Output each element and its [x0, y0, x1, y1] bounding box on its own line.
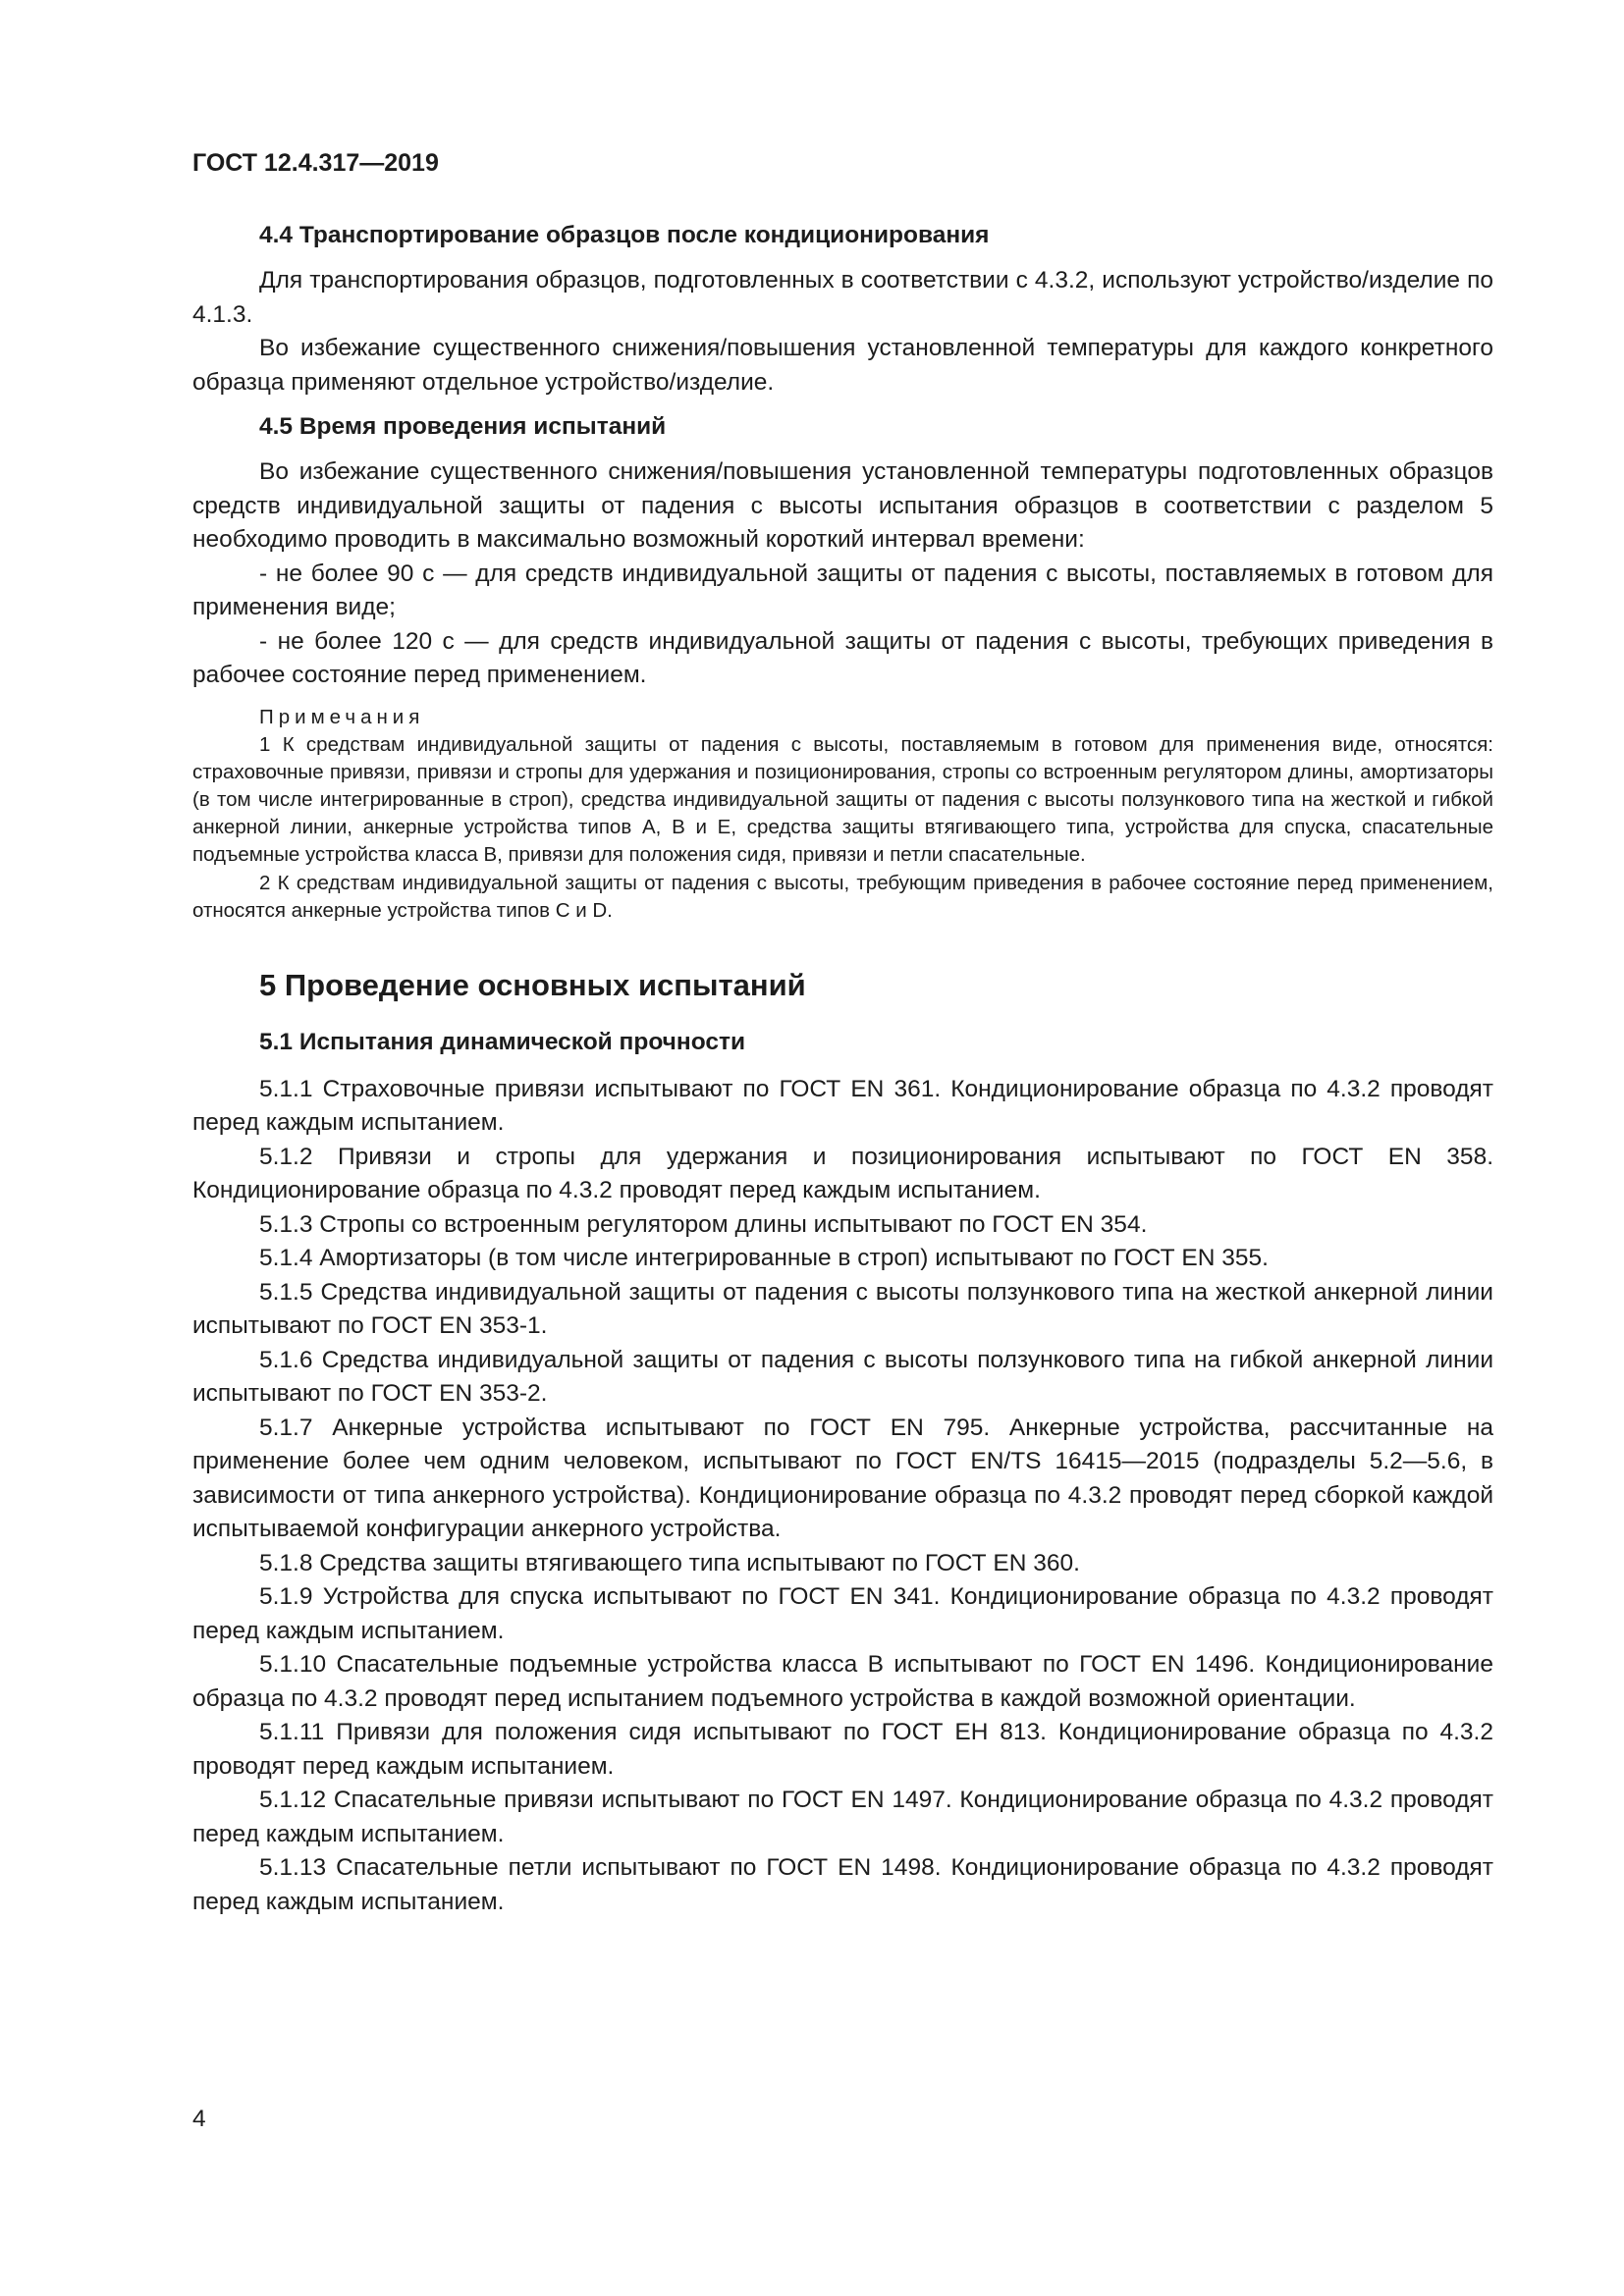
paragraph: - не более 90 с — для средств индивидуальной защиты от падения с высоты, поставляемых в готовом для применения виде;	[192, 560, 1493, 620]
paragraph: 5.1.8 Средства защиты втягивающего типа испытывают по ГОСТ EN 360.	[259, 1549, 1080, 1576]
paragraph: 5.1.6 Средства индивидуальной защиты от падения с высоты ползункового типа на гибкой анкерной линии испытывают по ГОСТ EN 353-2.	[192, 1346, 1493, 1408]
section-5-1-heading: 5.1 Испытания динамической прочности	[259, 1028, 746, 1055]
section-4-5-heading: 4.5 Время проведения испытаний	[259, 413, 667, 440]
paragraph: Во избежание существенного снижения/повышения установленной температуры для каждого конкретного образца применяют отдельное устройство/изделие.	[192, 335, 1493, 396]
paragraph: 5.1.7 Анкерные устройства испытывают по ГОСТ EN 795. Анкерные устройства, рассчитанные на применение более чем одним человеком, испытывают по ГОСТ EN/TS 16415—2015 (подразделы 5.2—5.6, в зависимости от типа анкерного устройства). Кондиционирование образца по 4.3.2 проводят перед сборкой каждой испытываемой конфигурации анкерного устройства.	[192, 1414, 1493, 1543]
section-5-heading: 5 Проведение основных испытаний	[259, 967, 806, 1002]
paragraph: 5.1.12 Спасательные привязи испытывают по ГОСТ EN 1497. Кондиционирование образца по 4.3.2 проводят перед каждым испытанием.	[192, 1787, 1493, 1847]
note: 2 К средствам индивидуальной защиты от падения с высоты, требующим приведения в рабочее состояние перед применением, относятся анкерные устройства типов С и D.	[192, 871, 1493, 922]
paragraph: Во избежание существенного снижения/повышения установленной температуры подготовленных образцов средств индивидуальной защиты от падения с высоты испытания образцов в соответствии с разделом 5 необходимо проводить в максимально возможный короткий интервал времени:	[192, 458, 1493, 553]
paragraph: 5.1.1 Страховочные привязи испытывают по ГОСТ EN 361. Кондиционирование образца по 4.3.2 проводят перед каждым испытанием.	[192, 1075, 1493, 1137]
paragraph: - не более 120 с — для средств индивидуальной защиты от падения с высоты, требующих приведения в рабочее состояние перед применением.	[192, 627, 1493, 688]
paragraph: Для транспортирования образцов, подготовленных в соответствии с 4.3.2, используют устройство/изделие по 4.1.3.	[192, 267, 1493, 328]
note: 1 К средствам индивидуальной защиты от падения с высоты, поставляемым в готовом для применения виде, относятся: страховочные привязи, привязи и стропы для удержания и позиционирования, стропы со встроенным регулятором длины, амортизаторы (в том числе интегрированные в строп), средства индивидуальной защиты от падения с высоты ползункового типа на жесткой и гибкой анкерной линии, анкерные устройства типов А, В и Е, средства защиты втягивающего типа, устройства для спуска, спасательные подъемные устройства класса В, привязи для положения сидя, привязи и петли спасательные.	[192, 732, 1493, 867]
paragraph: 5.1.9 Устройства для спуска испытывают по ГОСТ EN 341. Кондиционирование образца по 4.3.2 проводят перед каждым испытанием.	[192, 1583, 1493, 1644]
document-page	[192, 145, 1493, 1919]
page-number: 4	[192, 2106, 206, 2132]
paragraph: 5.1.4 Амортизаторы (в том числе интегрированные в строп) испытывают по ГОСТ EN 355.	[259, 1245, 1269, 1272]
paragraph: 5.1.11 Привязи для положения сидя испытывают по ГОСТ ЕН 813. Кондиционирование образца по 4.3.2 проводят перед каждым испытанием.	[192, 1719, 1493, 1780]
paragraph: 5.1.3 Стропы со встроенным регулятором длины испытывают по ГОСТ EN 354.	[259, 1210, 1148, 1238]
paragraph: 5.1.13 Спасательные петли испытывают по ГОСТ EN 1498. Кондиционирование образца по 4.3.2 проводят перед каждым испытанием.	[192, 1854, 1493, 1915]
notes-title: Примечания	[259, 705, 425, 728]
section-4-4-heading: 4.4 Транспортирование образцов после кондиционирования	[259, 222, 990, 248]
paragraph: 5.1.2 Привязи и стропы для удержания и позиционирования испытывают по ГОСТ EN 358. Кондиционирование образца по 4.3.2 проводят перед каждым испытанием.	[192, 1143, 1493, 1204]
paragraph: 5.1.5 Средства индивидуальной защиты от падения с высоты ползункового типа на жесткой анкерной линии испытывают по ГОСТ EN 353-1.	[192, 1278, 1493, 1340]
document-id-header: ГОСТ 12.4.317—2019	[192, 149, 439, 177]
paragraph: 5.1.10 Спасательные подъемные устройства класса В испытывают по ГОСТ EN 1496. Кондиционирование образца по 4.3.2 проводят перед испытанием подъемного устройства в каждой возможной ориентации.	[192, 1651, 1493, 1712]
